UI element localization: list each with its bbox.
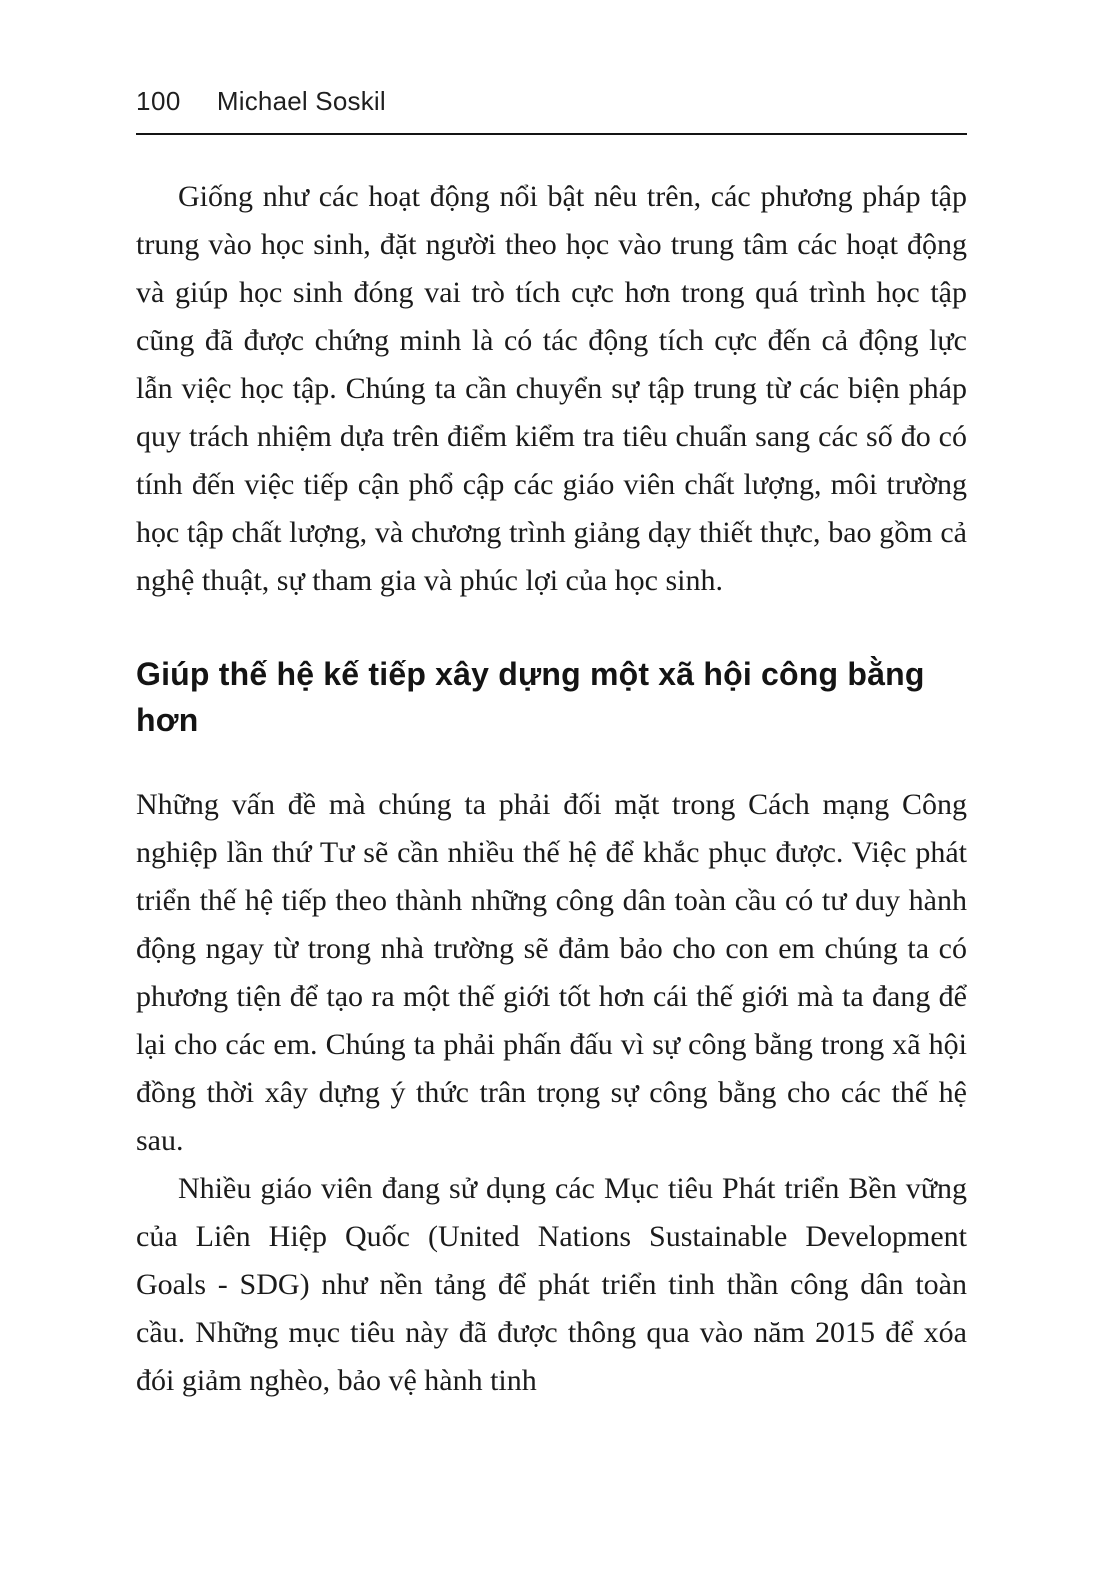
paragraph-fourth-industrial-revolution: Những vấn đề mà chúng ta phải đối mặt trong Cách mạng Công nghiệp lần thứ Tư sẽ cần nhiều thế hệ để khắc phục được. Việc phát triển thế hệ tiếp theo thành những công dân toàn cầu có tư duy hành động ngay từ trong nhà trường sẽ đảm bảo cho con em chúng ta có phương tiện để tạo ra một thế giới tốt hơn cái thế giới mà ta đang để lại cho các em. Chúng ta phải phấn đấu vì sự công bằng trong xã hội đồng thời xây dựng ý thức trân trọng sự công bằng cho các thế hệ sau. [136, 788, 967, 1157]
section-heading: Giúp thế hệ kế tiếp xây dựng một xã hội công bằng hơn [136, 656, 925, 738]
page-header [136, 86, 967, 117]
paragraph-student-centered-methods: Giống như các hoạt động nổi bật nêu trên, các phương pháp tập trung vào học sinh, đặt người theo học vào trung tâm các hoạt động và giúp học sinh đóng vai trò tích cực hơn trong quá trình học tập cũng đã được chứng minh là có tác động tích cực đến cả động lực lẫn việc học tập. Chúng ta cần chuyển sự tập trung từ các biện pháp quy trách nhiệm dựa trên điểm kiểm tra tiêu chuẩn sang các số đo có tính đến việc tiếp cận phổ cập các giáo viên chất lượng, môi trường học tập chất lượng, và chương trình giảng dạy thiết thực, bao gồm cả nghệ thuật, sự tham gia và phúc lợi của học sinh. [136, 180, 967, 597]
running-head-author: Michael Soskil [216, 86, 386, 116]
page-body [136, 173, 967, 1405]
page-number: 100 [136, 86, 181, 116]
header-divider [136, 133, 967, 135]
paragraph-sdg-goals: Nhiều giáo viên đang sử dụng các Mục tiêu Phát triển Bền vững của Liên Hiệp Quốc (United Nations Sustainable Development Goals - SDG) như nền tảng để phát triển tinh thần công dân toàn cầu. Những mục tiêu này đã được thông qua vào năm 2015 để xóa đói giảm nghèo, bảo vệ hành tinh [136, 1172, 967, 1397]
